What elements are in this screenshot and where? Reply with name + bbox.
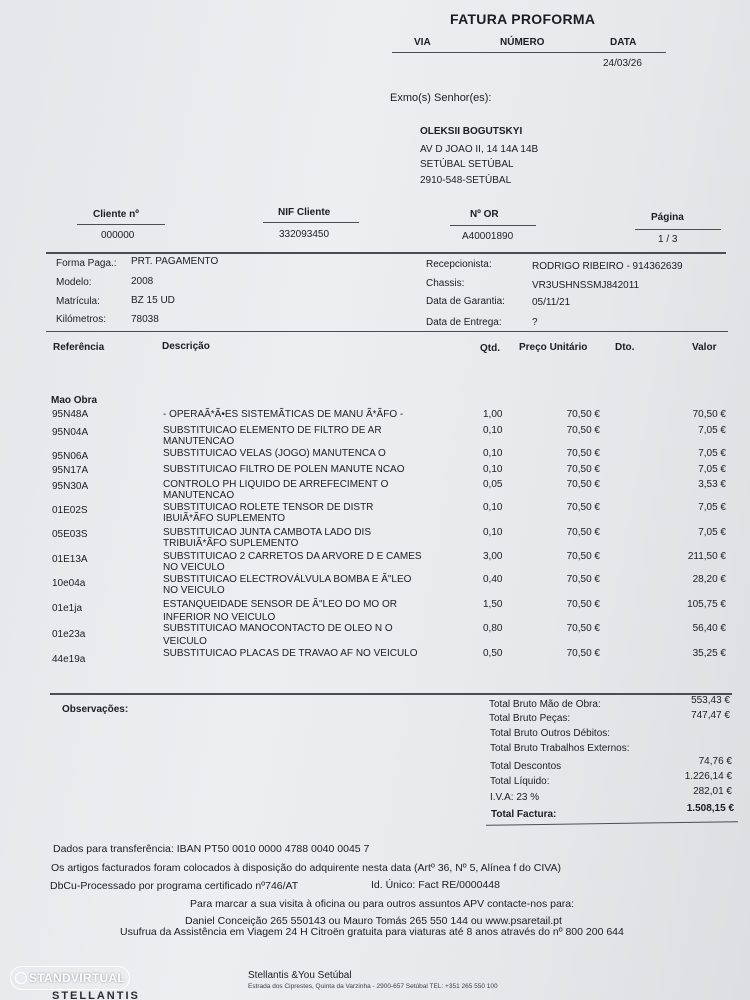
row-value: 211,50 € bbox=[687, 551, 726, 562]
row-value: 7,05 € bbox=[698, 527, 726, 538]
data-label: DATA bbox=[610, 37, 637, 48]
row-value: 7,05 € bbox=[698, 502, 726, 513]
vehicle-top-rule bbox=[46, 252, 726, 254]
row-qty: 0,40 bbox=[483, 574, 503, 585]
cliente-label: Cliente nº bbox=[93, 209, 139, 220]
invoice-title: FATURA PROFORMA bbox=[450, 11, 596, 27]
table-row bbox=[0, 502, 750, 524]
row-desc-2: MANUTENCAO bbox=[163, 436, 235, 447]
row-qty: 3,00 bbox=[483, 551, 503, 562]
row-price: 70,50 € bbox=[566, 409, 600, 420]
col-dto: Dto. bbox=[615, 342, 635, 353]
row-ref: 01e1ja bbox=[52, 603, 83, 614]
row-qty: 0,10 bbox=[483, 425, 503, 436]
cliente-rule bbox=[77, 224, 165, 225]
row-ref: 10e04a bbox=[52, 578, 86, 589]
footer-contact-intro: Para marcar a sua visita à oficina ou para outros assuntos APV contacte-nos para: bbox=[190, 898, 575, 910]
row-value: 7,05 € bbox=[698, 425, 726, 436]
row-ref: 44e19a bbox=[52, 654, 86, 665]
garantia-label: Data de Garantia: bbox=[426, 296, 505, 307]
row-price: 70,50 € bbox=[566, 425, 600, 436]
footer-contacts: Daniel Conceição 265 550143 ou Mauro Tomás 265 550 144 ou www.psaretail.pt bbox=[185, 915, 562, 927]
forma-label: Forma Paga.: bbox=[56, 258, 117, 269]
nif-label: NIF Cliente bbox=[278, 207, 331, 218]
forma-value: PRT. PAGAMENTO bbox=[131, 256, 219, 267]
row-desc-2: IBUIÃ*ÃFO SUPLEMENTO bbox=[163, 513, 286, 524]
modelo-label: Modelo: bbox=[56, 277, 92, 288]
row-desc-2: NO VEICULO bbox=[163, 562, 225, 573]
table-row bbox=[0, 648, 750, 665]
row-desc: SUBSTITUICAO ELECTROVÁLVULA BOMBA E Ã"LEO bbox=[163, 574, 412, 585]
footer-legal: Os artigos facturados foram colocados à disposição do adquirente nesta data (Artº 36, Nº 5, Alínea f do CIVA) bbox=[51, 862, 562, 874]
section-mao-obra: Mao Obra bbox=[51, 395, 98, 406]
total-label: Total Bruto Mão de Obra: bbox=[489, 699, 601, 710]
row-qty: 0,10 bbox=[483, 527, 503, 538]
row-price: 70,50 € bbox=[566, 623, 600, 634]
row-ref: 01E02S bbox=[52, 505, 88, 516]
nif-value: 332093450 bbox=[279, 229, 330, 240]
footer-iban: Dados para transferência: IBAN PT50 0010 0000 4788 0040 0045 7 bbox=[53, 843, 370, 855]
row-desc: SUBSTITUICAO FILTRO DE POLEN MANUTE NCAO bbox=[163, 464, 405, 475]
table-row bbox=[0, 551, 750, 573]
total-factura-label: Total Factura: bbox=[491, 809, 557, 820]
modelo-value: 2008 bbox=[131, 276, 154, 287]
row-qty: 1,00 bbox=[483, 409, 503, 420]
via-label: VIA bbox=[414, 37, 431, 48]
invoice-date: 24/03/26 bbox=[603, 58, 642, 69]
row-value: 28,20 € bbox=[692, 574, 726, 585]
nif-rule bbox=[263, 222, 359, 223]
total-factura-rule bbox=[486, 821, 738, 826]
row-desc: SUBSTITUICAO JUNTA CAMBOTA LADO DIS bbox=[163, 527, 371, 538]
row-desc: CONTROLO PH LIQUIDO DE ARREFECIMENT O bbox=[163, 479, 389, 490]
row-qty: 0,05 bbox=[483, 479, 503, 490]
row-ref: 95N30A bbox=[52, 481, 89, 492]
row-desc: SUBSTITUICAO PLACAS DE TRAVAO AF NO VEICULO bbox=[163, 648, 418, 659]
table-row bbox=[0, 574, 750, 596]
chassis-value: VR3USHNSSMJ842011 bbox=[532, 280, 640, 291]
pagina-rule bbox=[635, 229, 721, 230]
pagina-value: 1 / 3 bbox=[658, 234, 678, 245]
row-price: 70,50 € bbox=[566, 527, 600, 538]
row-value: 70,50 € bbox=[692, 409, 726, 420]
chassis-label: Chassis: bbox=[426, 278, 465, 289]
total-label: Total Líquido: bbox=[490, 776, 550, 787]
stellantis-brand: STELLANTIS bbox=[52, 990, 140, 1000]
row-ref: 01E13A bbox=[52, 554, 88, 565]
row-price: 70,50 € bbox=[566, 464, 600, 475]
row-qty: 0,10 bbox=[483, 502, 503, 513]
row-desc: - OPERAÃ*Ã•ES SISTEMÃTICAS DE MANU Ã*ÃFO - bbox=[163, 409, 404, 420]
row-desc-2: TRIBUIÃ*ÃFO SUPLEMENTO bbox=[163, 538, 299, 549]
table-bottom-rule bbox=[50, 693, 732, 695]
greeting: Exmo(s) Senhor(es): bbox=[390, 92, 492, 104]
row-price: 70,50 € bbox=[566, 599, 600, 610]
standvirtual-watermark bbox=[10, 966, 130, 990]
row-price: 70,50 € bbox=[566, 479, 600, 490]
row-value: 56,40 € bbox=[692, 623, 726, 634]
row-ref: 95N17A bbox=[52, 465, 89, 476]
row-qty: 0,10 bbox=[483, 448, 503, 459]
entrega-label: Data de Entrega: bbox=[426, 317, 502, 328]
total-label: Total Bruto Trabalhos Externos: bbox=[490, 743, 630, 754]
row-qty: 0,80 bbox=[483, 623, 503, 634]
total-label: Total Descontos bbox=[490, 761, 562, 772]
row-value: 105,75 € bbox=[687, 599, 726, 610]
total-value: 282,01 € bbox=[693, 786, 732, 797]
footer-id-unico: Id. Único: Fact RE/0000448 bbox=[371, 879, 500, 891]
standvirtual-watermark-text: STANDVIRTUAL bbox=[28, 971, 126, 985]
total-factura-value: 1.508,15 € bbox=[686, 803, 734, 814]
or-rule bbox=[450, 225, 536, 226]
entrega-value: ? bbox=[532, 317, 538, 328]
row-desc-2: MANUTENCAO bbox=[163, 490, 235, 501]
or-label: Nº OR bbox=[470, 209, 499, 220]
row-ref: 05E03S bbox=[52, 529, 88, 540]
row-ref: 95N48A bbox=[52, 409, 89, 420]
col-qtd: Qtd. bbox=[480, 343, 500, 354]
total-label: Total Bruto Outros Débitos: bbox=[490, 728, 611, 739]
row-value: 3,53 € bbox=[698, 479, 726, 490]
matricula-value: BZ 15 UD bbox=[131, 295, 175, 306]
km-value: 78038 bbox=[131, 314, 159, 325]
table-row bbox=[0, 448, 750, 460]
total-label: I.V.A: 23 % bbox=[490, 792, 540, 803]
vehicle-bottom-rule bbox=[46, 331, 728, 332]
row-ref: 01e23a bbox=[52, 629, 86, 640]
total-value: 74,76 € bbox=[698, 756, 732, 767]
customer-address-1: AV D JOAO II, 14 14A 14B bbox=[420, 144, 539, 155]
footer-certified: DbCu-Processado por programa certificado nº746/AT bbox=[50, 880, 299, 892]
customer-name: OLEKSII BOGUTSKYI bbox=[420, 126, 523, 137]
row-value: 7,05 € bbox=[698, 464, 726, 475]
company-address: Estrada dos Ciprestes, Quinta da Varzinha - 2900-657 Setúbal TEL: +351 265 550 100 bbox=[248, 983, 498, 990]
col-referencia: Referência bbox=[53, 342, 105, 353]
customer-address-3: 2910-548-SETÚBAL bbox=[420, 175, 512, 186]
table-row bbox=[0, 479, 750, 501]
row-desc: SUBSTITUICAO ELEMENTO DE FILTRO DE AR bbox=[163, 425, 382, 436]
row-price: 70,50 € bbox=[566, 502, 600, 513]
row-ref: 95N04A bbox=[52, 427, 89, 438]
row-desc-2: NO VEICULO bbox=[163, 585, 225, 596]
cliente-value: 000000 bbox=[101, 230, 135, 241]
total-value: 1.226,14 € bbox=[684, 771, 732, 782]
row-value: 35,25 € bbox=[692, 648, 726, 659]
col-valor: Valor bbox=[692, 342, 717, 353]
row-desc: SUBSTITUICAO VELAS (JOGO) MANUTENCA O bbox=[163, 448, 386, 459]
total-value: 553,43 € bbox=[691, 695, 730, 706]
observacoes-label: Observações: bbox=[62, 704, 129, 715]
row-value: 7,05 € bbox=[698, 448, 726, 459]
km-label: Kilómetros: bbox=[56, 314, 107, 325]
row-qty: 0,10 bbox=[483, 464, 503, 475]
table-row bbox=[0, 599, 750, 623]
matricula-label: Matrícula: bbox=[56, 296, 100, 307]
row-price: 70,50 € bbox=[566, 448, 600, 459]
or-value: A40001890 bbox=[462, 231, 514, 242]
standvirtual-logo-icon bbox=[15, 972, 27, 984]
row-price: 70,50 € bbox=[566, 648, 600, 659]
header-rule bbox=[392, 52, 666, 53]
row-qty: 1,50 bbox=[483, 599, 503, 610]
footer-assistance: Usufrua da Assistência em Viagem 24 H Citroën gratuita para viaturas até 8 anos através do nº 800 200 644 bbox=[120, 926, 624, 938]
garantia-value: 05/11/21 bbox=[532, 297, 571, 308]
company-name: Stellantis &You Setúbal bbox=[248, 970, 352, 981]
recep-value: RODRIGO RIBEIRO - 914362639 bbox=[532, 261, 683, 272]
row-desc-2: INFERIOR NO VEICULO bbox=[163, 612, 276, 623]
total-value: 747,47 € bbox=[691, 710, 730, 721]
table-row bbox=[0, 527, 750, 549]
total-label: Total Bruto Peças: bbox=[489, 713, 571, 724]
row-price: 70,50 € bbox=[566, 574, 600, 585]
row-desc: SUBSTITUICAO MANOCONTACTO DE OLEO N O bbox=[163, 623, 393, 634]
numero-label: NÚMERO bbox=[500, 37, 545, 48]
recep-label: Recepcionista: bbox=[426, 259, 492, 270]
row-price: 70,50 € bbox=[566, 551, 600, 562]
col-descricao: Descrição bbox=[162, 341, 210, 352]
customer-address-2: SETÚBAL SETÚBAL bbox=[420, 159, 514, 170]
table-row bbox=[0, 425, 750, 447]
pagina-label: Página bbox=[651, 212, 684, 223]
table-row bbox=[0, 623, 750, 647]
table-row bbox=[0, 409, 750, 421]
row-desc: SUBSTITUICAO 2 CARRETOS DA ARVORE D E CAMES bbox=[163, 551, 422, 562]
row-desc-2: VEICULO bbox=[163, 636, 207, 647]
row-desc: ESTANQUEIDADE SENSOR DE Ã"LEO DO MO OR bbox=[163, 599, 397, 610]
row-ref: 95N06A bbox=[52, 451, 89, 462]
row-desc: SUBSTITUICAO ROLETE TENSOR DE DISTR bbox=[163, 502, 374, 513]
col-preco: Preço Unitário bbox=[519, 342, 588, 353]
row-qty: 0,50 bbox=[483, 648, 503, 659]
table-row bbox=[0, 464, 750, 476]
